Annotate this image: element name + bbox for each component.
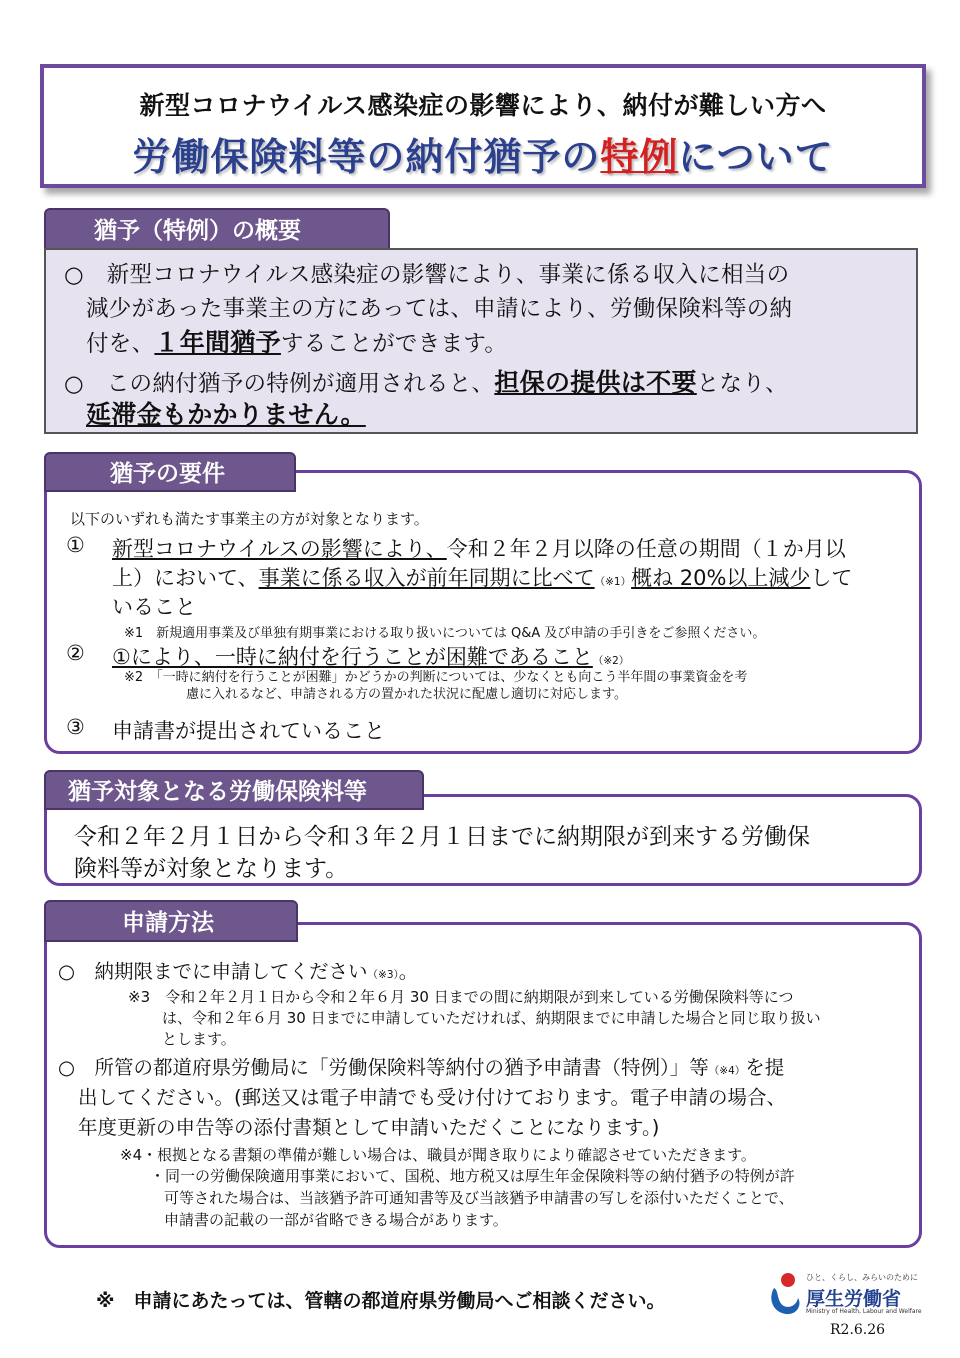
overview-box [44,248,918,434]
overview-one-year-deferral: １年間猶予 [154,328,281,357]
title-main-highlight: 特例 [600,135,679,179]
target-line-1: 令和２年２月１日から令和３年２月１日までに納期限が到来する労働保 [74,824,810,850]
requirement-1-line-1 [112,533,846,563]
application-bullet-2-text: ○ 所管の都道府県労働局に「労働保険料等納付の猶予申請書（特例）」等 [58,1056,709,1079]
requirement-1-twenty-percent: 概ね 20%以上減少 [631,566,811,590]
requirement-2-text: ①により、一時に納付を行うことが困難であること [112,645,593,669]
application-bullet-1-text: ○ 納期限までに申請してください [58,960,368,983]
note-3-line-2: は、令和２年６月 30 日までに申請していただければ、納期限までに申請した場合と同じ取り扱い [162,1009,821,1027]
application-bullet-2-line-1 [58,1052,784,1080]
footer-note: ※ 申請にあたっては、管轄の都道府県労働局へご相談ください。 [96,1290,666,1312]
overview-line-4-post: となり、 [696,371,788,397]
title-main-post: について [678,135,834,179]
application-bullet-2-line-3: 年度更新の申告等の添付書類として申請いただくことになります。) [78,1116,660,1139]
section-tab-requirements-label: 猶予の要件 [110,460,225,487]
note-4-line-3: 可等された場合は、当該猶予許可通知書等及び当該猶予申請書の写しを添付いただくことで、 [164,1189,794,1207]
target-line-2: 険料等が対象となります。 [74,856,349,882]
note-2-line-1: ※2 「一時に納付を行うことが困難」かどうかの判断については、少なくとも向こう半年間の事業資金を考 [124,670,748,685]
logo-name: 厚生労働省 [806,1288,902,1310]
note-4-line-4: 申請書の記載の一部が省略できる場合があります。 [164,1211,508,1229]
page-title [44,126,922,181]
application-bullet-2-end: を提 [745,1056,785,1079]
requirement-3-number: ③ [66,715,85,739]
section-tab-target [44,770,424,810]
section-tab-overview [44,208,390,250]
requirement-2-note-ref: （※2） [592,655,630,667]
section-tab-application [44,900,298,942]
section-tab-overview-label: 猶予（特例）の概要 [94,217,301,244]
mhlw-emblem-icon [764,1268,804,1318]
application-bullet-1 [58,956,418,984]
note-3-line-1-text: ※3 令和２年２月１日から令和２年６月 30 日までの間に納期限が到来している労働保険料等につ [128,988,794,1006]
note-1: ※1 新規適用事業及び単独有期事業における取り扱いについては Q&A 及び申請の手引きをご参照ください。 [124,626,766,641]
requirement-1-line-3: いること [112,595,196,619]
overview-line-2: 減少があった事業主の方にあっては、申請により、労働保険料等の納 [86,296,793,322]
note-4-line-2: ・同一の労働保険適用事業において、国税、地方税又は厚生年金保険料等の納付猶予の特例が許 [150,1167,795,1185]
overview-line-3-post: することができます。 [280,331,508,357]
requirements-intro: 以下のいずれも満たす事業主の方が対象となります。 [70,510,429,528]
note-3-line-1 [128,986,793,1007]
overview-no-collateral: 担保の提供は不要 [494,368,697,397]
issue-date: R2.6.26 [830,1322,886,1338]
note-3-line-3: とします。 [162,1030,236,1048]
title-main-pre: 労働保険料等の納付猶予の [132,135,601,179]
note-4-line-1: ※4・根拠となる書類の準備が難しい場合は、職員が聞き取りにより確認させていただきます。 [120,1146,756,1164]
section-tab-target-label: 猶予対象となる労働保険料等 [68,778,367,805]
section-tab-requirements [44,452,296,492]
application-bullet-1-note-ref: （※3） [367,969,399,981]
logo-english: Ministry of Health, Labour and Welfare [806,1308,922,1315]
application-bullet-1-end: 。 [398,960,419,983]
application-bullet-2-note-ref: （※4） [708,1065,746,1077]
logo-tagline: ひと、くらし、みらいのために [806,1273,918,1282]
requirement-3-text: 申請書が提出されていること [112,719,385,743]
requirement-2-number: ② [66,641,85,665]
overview-line-4 [64,366,788,401]
application-bullet-2-line-2: 出してください。(郵送又は電子申請でも受け付けております。電子申請の場合、 [78,1086,787,1109]
requirement-1-line-1-rest: 令和２年２月以降の任意の期間（１か月以 [446,537,846,561]
mhlw-logo [764,1268,922,1320]
requirement-1-line-2-end: して [810,566,853,590]
overview-line-3 [86,326,507,361]
overview-line-1: ○ 新型コロナウイルス感染症の影響により、事業に係る収入に相当の [64,262,790,288]
requirement-1-line-2-pre: 上）において、 [112,566,259,590]
overview-no-late-fee: 延滞金もかかりません。 [86,400,366,429]
requirement-1-note-ref: （※1） [594,576,632,588]
overview-line-3-pre: 付を、 [86,331,155,357]
requirement-1-number: ① [66,533,85,557]
section-tab-application-label: 申請方法 [122,909,214,936]
title-subtitle: 新型コロナウイルス感染症の影響により、納付が難しい方へ [139,91,827,120]
requirement-1-line-2 [112,562,852,592]
note-2-line-2: 慮に入れるなど、申請される方の置かれた状況に配慮し適切に対応します。 [186,687,627,702]
overview-line-4-pre: ○ この納付猶予の特例が適用されると、 [64,371,495,397]
requirement-1-line-1-underlined: 新型コロナウイルスの影響により、 [112,537,447,561]
requirement-1-revenue-condition: 事業に係る収入が前年同期に比べて [258,566,595,590]
title-box [40,64,926,188]
